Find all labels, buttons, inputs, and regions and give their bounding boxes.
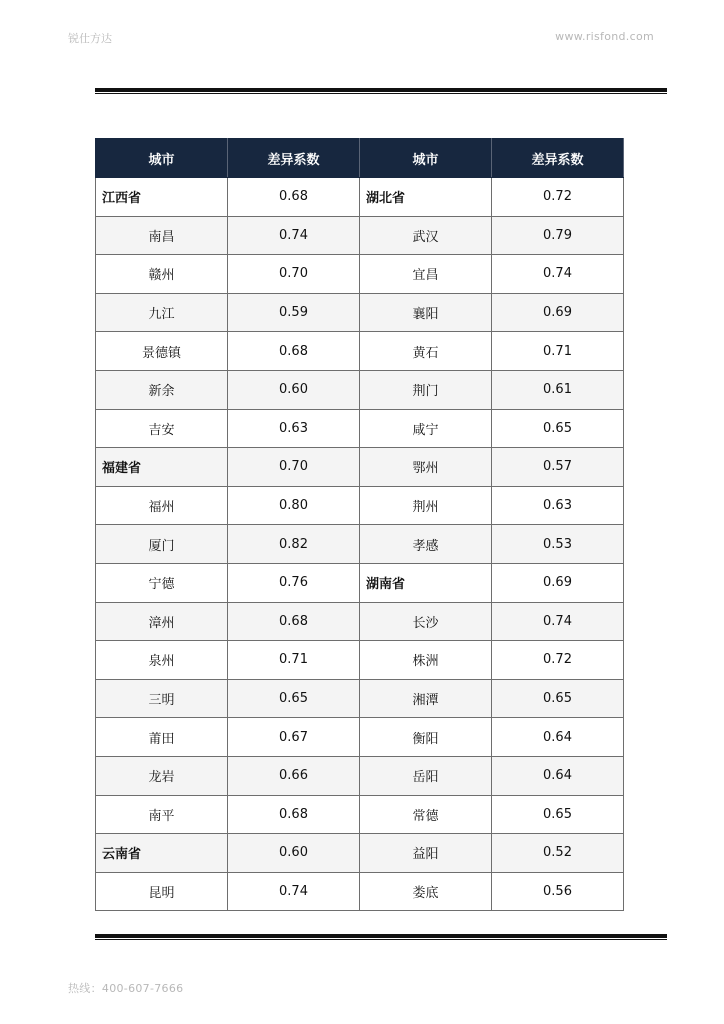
coefficient-cell-left: 0.68 bbox=[228, 332, 360, 371]
coefficient-cell-right: 0.74 bbox=[492, 255, 624, 294]
coefficient-cell-left: 0.67 bbox=[228, 718, 360, 757]
city-cell-right: 株洲 bbox=[360, 641, 492, 680]
province-cell: 湖南省 bbox=[360, 563, 492, 602]
coefficient-cell-right: 0.64 bbox=[492, 718, 624, 757]
city-cell-right: 益阳 bbox=[360, 834, 492, 873]
table-row bbox=[96, 679, 624, 718]
table-row bbox=[96, 293, 624, 332]
coefficient-cell-right: 0.57 bbox=[492, 448, 624, 487]
city-cell-right: 黄石 bbox=[360, 332, 492, 371]
coefficient-cell-left: 0.59 bbox=[228, 293, 360, 332]
coefficient-cell-right: 0.65 bbox=[492, 679, 624, 718]
coefficient-cell-right: 0.71 bbox=[492, 332, 624, 371]
city-cell-left: 福州 bbox=[96, 486, 228, 525]
column-header-city-left: 城市 bbox=[96, 139, 228, 178]
coefficient-cell-right: 0.74 bbox=[492, 602, 624, 641]
province-cell: 江西省 bbox=[96, 178, 228, 217]
table-row bbox=[96, 718, 624, 757]
city-cell-left: 宁德 bbox=[96, 563, 228, 602]
province-cell: 湖北省 bbox=[360, 178, 492, 217]
city-cell-right: 咸宁 bbox=[360, 409, 492, 448]
coefficient-cell-left: 0.71 bbox=[228, 641, 360, 680]
coefficient-cell-left: 0.70 bbox=[228, 448, 360, 487]
city-cell-right: 娄底 bbox=[360, 872, 492, 911]
table-header-row bbox=[96, 139, 624, 178]
city-cell-right: 孝感 bbox=[360, 525, 492, 564]
city-cell-left: 漳州 bbox=[96, 602, 228, 641]
coefficient-cell-right: 0.72 bbox=[492, 178, 624, 217]
table-row bbox=[96, 370, 624, 409]
coefficient-cell-right: 0.65 bbox=[492, 795, 624, 834]
coefficient-cell-right: 0.79 bbox=[492, 216, 624, 255]
city-cell-left: 三明 bbox=[96, 679, 228, 718]
coefficient-cell-left: 0.66 bbox=[228, 756, 360, 795]
table-row bbox=[96, 525, 624, 564]
coefficient-cell-right: 0.65 bbox=[492, 409, 624, 448]
city-cell-right: 长沙 bbox=[360, 602, 492, 641]
coefficient-cell-left: 0.82 bbox=[228, 525, 360, 564]
city-cell-left: 赣州 bbox=[96, 255, 228, 294]
table-row bbox=[96, 563, 624, 602]
coefficient-cell-left: 0.68 bbox=[228, 178, 360, 217]
table-row bbox=[96, 255, 624, 294]
coefficient-cell-left: 0.68 bbox=[228, 795, 360, 834]
footer-hotline: 热线：400-607-7666 bbox=[68, 982, 184, 995]
column-header-coefficient-right: 差异系数 bbox=[492, 139, 624, 178]
table-row bbox=[96, 448, 624, 487]
top-rule bbox=[95, 88, 667, 94]
header-brand: 锐仕方达 bbox=[68, 32, 112, 45]
province-cell: 云南省 bbox=[96, 834, 228, 873]
table-row bbox=[96, 178, 624, 217]
coefficient-cell-left: 0.80 bbox=[228, 486, 360, 525]
coefficient-cell-right: 0.56 bbox=[492, 872, 624, 911]
table-row bbox=[96, 332, 624, 371]
coefficient-cell-right: 0.64 bbox=[492, 756, 624, 795]
table-row bbox=[96, 756, 624, 795]
city-cell-left: 昆明 bbox=[96, 872, 228, 911]
coefficient-cell-right: 0.72 bbox=[492, 641, 624, 680]
coefficient-cell-left: 0.60 bbox=[228, 370, 360, 409]
header-website[interactable]: www.risfond.com bbox=[555, 30, 654, 43]
coefficient-cell-right: 0.61 bbox=[492, 370, 624, 409]
city-cell-right: 衡阳 bbox=[360, 718, 492, 757]
table-row bbox=[96, 872, 624, 911]
coefficient-cell-left: 0.65 bbox=[228, 679, 360, 718]
city-cell-left: 吉安 bbox=[96, 409, 228, 448]
coefficient-cell-left: 0.74 bbox=[228, 872, 360, 911]
city-cell-right: 襄阳 bbox=[360, 293, 492, 332]
city-cell-right: 荆门 bbox=[360, 370, 492, 409]
coefficient-cell-right: 0.52 bbox=[492, 834, 624, 873]
city-cell-right: 常德 bbox=[360, 795, 492, 834]
coefficient-cell-left: 0.60 bbox=[228, 834, 360, 873]
city-cell-left: 南昌 bbox=[96, 216, 228, 255]
city-cell-right: 鄂州 bbox=[360, 448, 492, 487]
coefficient-cell-right: 0.63 bbox=[492, 486, 624, 525]
table-row bbox=[96, 834, 624, 873]
coefficient-cell-left: 0.70 bbox=[228, 255, 360, 294]
table-row bbox=[96, 216, 624, 255]
table-row bbox=[96, 641, 624, 680]
coefficient-cell-left: 0.68 bbox=[228, 602, 360, 641]
table-row bbox=[96, 486, 624, 525]
city-cell-right: 湘潭 bbox=[360, 679, 492, 718]
city-cell-left: 九江 bbox=[96, 293, 228, 332]
coefficient-cell-left: 0.63 bbox=[228, 409, 360, 448]
province-cell: 福建省 bbox=[96, 448, 228, 487]
column-header-coefficient-left: 差异系数 bbox=[228, 139, 360, 178]
city-cell-right: 荆州 bbox=[360, 486, 492, 525]
coefficient-cell-left: 0.76 bbox=[228, 563, 360, 602]
city-cell-left: 景德镇 bbox=[96, 332, 228, 371]
coefficient-cell-right: 0.53 bbox=[492, 525, 624, 564]
city-cell-left: 莆田 bbox=[96, 718, 228, 757]
city-cell-left: 泉州 bbox=[96, 641, 228, 680]
city-cell-right: 武汉 bbox=[360, 216, 492, 255]
table-row bbox=[96, 795, 624, 834]
coefficient-cell-right: 0.69 bbox=[492, 563, 624, 602]
city-cell-left: 厦门 bbox=[96, 525, 228, 564]
city-cell-left: 新余 bbox=[96, 370, 228, 409]
city-cell-right: 岳阳 bbox=[360, 756, 492, 795]
city-cell-left: 龙岩 bbox=[96, 756, 228, 795]
coefficient-table bbox=[95, 138, 624, 911]
city-cell-right: 宜昌 bbox=[360, 255, 492, 294]
coefficient-cell-right: 0.69 bbox=[492, 293, 624, 332]
table-body bbox=[96, 178, 624, 911]
table-row bbox=[96, 409, 624, 448]
column-header-city-right: 城市 bbox=[360, 139, 492, 178]
city-cell-left: 南平 bbox=[96, 795, 228, 834]
bottom-rule bbox=[95, 934, 667, 940]
table-row bbox=[96, 602, 624, 641]
coefficient-cell-left: 0.74 bbox=[228, 216, 360, 255]
